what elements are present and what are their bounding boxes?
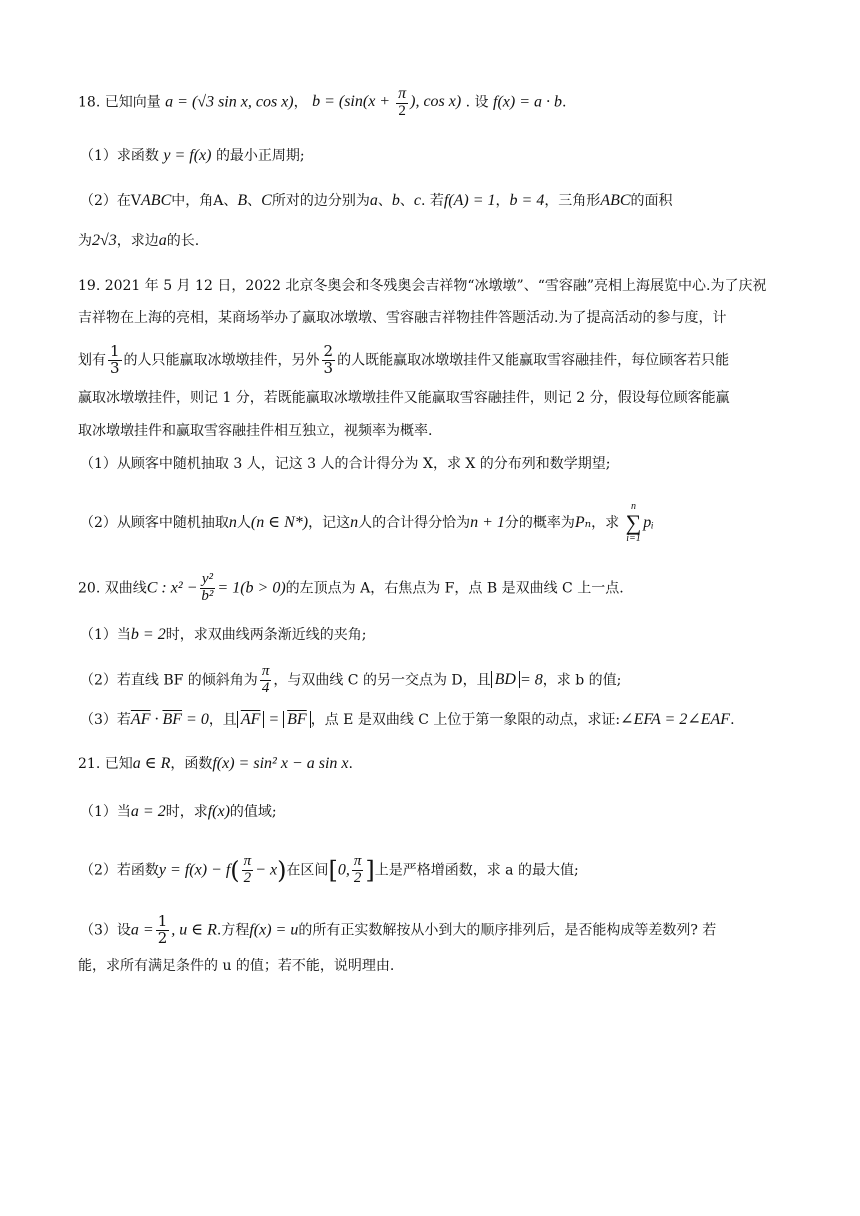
- q18-part2-line2: [78, 229, 782, 253]
- q21-p3-frac-num: 1: [157, 912, 168, 930]
- q18-p2-p: b = 4: [509, 192, 545, 209]
- q20-stem-c1: C : x² −: [146, 579, 198, 597]
- q18-p2-i: 、: [377, 193, 392, 209]
- q20-vector-af: $\overline{AF}$: [130, 711, 151, 728]
- q18-p2-o: ，: [495, 193, 510, 209]
- q21-part2: （2）若函数y = f(x) − f( $\frac{\pi}{2}$ − x)在区间[0, $\frac{\pi}{2}$ ]上是严格增函数，求 a 的最大值;: [80, 853, 579, 886]
- q18-vector-b-left: b = (sin(x +: [312, 93, 395, 111]
- q20-abs-bf: $\overline{BF}$: [283, 711, 311, 728]
- q20-stem: [78, 572, 782, 605]
- q20-frac-num: y²: [201, 571, 213, 587]
- q19-p2-k: ，求: [591, 515, 620, 531]
- q18-stem: 18. 已知向量 a = (√3 sin x, cos x)， b = (sin(x + $\frac{\pi}{2}$ ), cos x) . 设 f(x) = a · b.: [78, 85, 567, 119]
- q21-p3-a: （3）设: [80, 922, 131, 939]
- q19-p2-g: 人的合计得分恰为: [358, 515, 471, 531]
- q18-stem-mid: . 设: [465, 94, 489, 111]
- q18-p2-q: ，三角形: [544, 193, 601, 209]
- q18-part1: [80, 144, 782, 168]
- q21-p1-d: f(x): [207, 803, 230, 820]
- q19-line2: 吉祥物在上海的亮相，某商场举办了赢取冰墩墩、雪容融吉祥物挂件答题活动.为了提高活动的参与度，计: [78, 310, 727, 326]
- q20-part1: [80, 623, 782, 647]
- q18-p2-g: 所对的边分别为: [271, 193, 370, 209]
- q19-l3-c: 的人既能赢取冰墩墩挂件又能赢取雪容融挂件，每位顾客若只能: [337, 352, 730, 369]
- q19-p2-f: n: [350, 514, 359, 531]
- q21-stem-a: 21. 已知: [78, 756, 133, 772]
- q19-p2-e: ，记这: [308, 515, 351, 531]
- q18-p2-m: . 若: [420, 193, 444, 209]
- q20-p2-a: （2）若直线 BF 的倾斜角为: [80, 672, 258, 689]
- q21-p3-d: .方程: [216, 922, 250, 939]
- q20-part3: [80, 708, 782, 732]
- q21-p2-c: − x: [255, 861, 278, 879]
- q20-p2-abs-bd: BD: [491, 671, 520, 688]
- q18-p2l2-e: 的长.: [166, 233, 200, 249]
- q19-line4: 赢取冰墩墩挂件，则记 1 分，若既能赢取冰墩墩挂件又能赢取雪容融挂件，则记 2 分，假设每位顾客能赢: [78, 390, 730, 406]
- q20-p2-e: ，求 b 的值;: [542, 672, 622, 689]
- q20-p2-frac-den: 4: [261, 679, 270, 696]
- q21-part3: [80, 914, 782, 947]
- q19-p2-j: Pₙ: [574, 514, 592, 531]
- q18-p2-c: 中，角A、: [171, 193, 238, 209]
- q19-part1: （1）从顾客中随机抽取 3 人，记这 3 人的合计得分为 X，求 X 的分布列和数学期望;: [80, 456, 611, 472]
- q19-sum-lower: i=1: [626, 533, 641, 544]
- sigma-symbol: ∑: [625, 510, 642, 535]
- q21-p2-frac2-den: 2: [353, 869, 362, 886]
- q19-p2-a: （2）从顾客中随机抽取: [80, 515, 229, 531]
- q19-frac1-num: 1: [110, 342, 120, 360]
- q20-p3-eq: =: [264, 711, 284, 728]
- q18-part2-line1: [80, 189, 782, 213]
- q18-part1-pre: （1）求函数: [80, 148, 159, 164]
- q19-l3-b: 的人只能赢取冰墩墩挂件，另外: [123, 352, 320, 369]
- q18-p2-s: 的面积: [630, 193, 673, 209]
- q21-p2-frac-den: 2: [243, 869, 252, 886]
- q21-p2-frac2-num: π: [353, 853, 362, 869]
- q19-line1: 19. 2021 年 5 月 12 日，2022 北京冬奥会和冬残奥会吉祥物“冰墩墩”、“雪容融”亮相上海展览中心.为了庆祝: [78, 278, 767, 294]
- q21-part1: [80, 800, 782, 824]
- q20-p3-j: ，点 E 是双曲线 C 上位于第一象限的动点，求证:: [310, 712, 621, 728]
- q19-part2: [80, 502, 782, 544]
- q21-p2-frac-num: π: [243, 853, 252, 869]
- q18-p2-e: 、: [247, 193, 262, 209]
- q20-p2-frac-num: π: [261, 663, 270, 679]
- q19-p2-d: (n ∈ N*): [250, 514, 309, 531]
- q21-p3-frac-den: 2: [157, 928, 168, 947]
- q18-part1-post: 的最小正周期;: [215, 148, 305, 164]
- q18-p2-d: B: [237, 192, 248, 209]
- q18-vector-a: a = (√3 sin x, cos x): [165, 93, 294, 111]
- q20-p2-d: = 8: [519, 671, 543, 689]
- q21-p3-c: , u ∈ R: [171, 921, 217, 939]
- q21-p2-d: 在区间: [286, 862, 329, 879]
- q18-p2-f: C: [261, 192, 272, 209]
- q20-vector-bf: $\overline{BF}$: [162, 711, 183, 728]
- q18-p2-l: c: [413, 192, 421, 209]
- q19-p2-c: 人: [236, 515, 251, 531]
- q19-p2-l: pᵢ: [643, 514, 654, 531]
- q21-p1-c: 时，求: [165, 804, 208, 820]
- q20-abs-af: $\overline{AF}$: [237, 711, 265, 728]
- q21-p1-e: 的值域;: [229, 804, 277, 820]
- q21-p2-e: 0,: [337, 861, 350, 879]
- q21-p3-e: f(x) = u: [249, 921, 299, 939]
- q21-p2-b: y = f(x) − f: [158, 861, 231, 879]
- q18-fx-def: f(x) = a · b: [493, 93, 563, 111]
- q18-pi: π: [398, 85, 407, 102]
- q20-p3-f: ，且: [208, 712, 237, 728]
- q20-p3-e: = 0: [182, 711, 209, 728]
- q20-p1-c: 时，求双曲线两条渐近线的夹角;: [165, 627, 367, 643]
- q18-p2-r: ABC: [600, 192, 631, 209]
- q21-p1-b: a = 2: [130, 803, 166, 820]
- q18-stem-text: 18. 已知向量: [78, 94, 161, 111]
- q21-stem-d: f(x) = sin² x − a sin x: [212, 755, 349, 772]
- q20-p1-a: （1）当: [80, 627, 131, 643]
- q20-stem-c2: = 1(b > 0): [217, 579, 286, 597]
- q19-p2-b: n: [228, 514, 237, 531]
- q21-stem-b: a ∈ R: [132, 755, 171, 772]
- q18-p2-h: a: [369, 192, 378, 209]
- q18-p2l2-b: 2√3: [92, 232, 117, 249]
- q20-p3-a: （3）若: [80, 712, 131, 728]
- q21-p2-a: （2）若函数: [80, 862, 159, 879]
- q18-p2l2-c: ，求边: [116, 233, 159, 249]
- q20-p1-b: b = 2: [130, 626, 166, 643]
- q18-vector-b: [312, 85, 462, 119]
- q19-sum-upper: n: [630, 501, 636, 512]
- q21-part3-line2: 能，求所有满足条件的 u 的值；若不能，说明理由.: [78, 958, 395, 974]
- q19-p2-i: 分的概率为: [504, 515, 575, 531]
- q18-p2-n: f(A) = 1: [443, 192, 496, 209]
- q18-p2-j: b: [391, 192, 400, 209]
- q20-p3-k: ∠EFA = 2∠EAF: [620, 711, 731, 728]
- q21-stem: [78, 752, 782, 776]
- q20-stem-a: 20. 双曲线: [78, 580, 147, 597]
- q21-p2-f: 上是严格增函数，求 a 的最大值;: [374, 862, 579, 879]
- q18-p2-b: ABC: [141, 192, 172, 209]
- q21-p1-a: （1）当: [80, 804, 131, 820]
- q18-two: 2: [398, 102, 406, 119]
- q19-line5: 取冰墩墩挂件和赢取雪容融挂件相互独立，视频率为概率.: [78, 423, 433, 439]
- q21-p3-f: 的所有正实数解按从小到大的顺序排列后，是否能构成等差数列? 若: [298, 922, 717, 939]
- q18-p2-a: （2）在V: [80, 193, 142, 209]
- q18-p2l2-a: 为: [78, 233, 92, 249]
- q20-p3-dot: ·: [150, 711, 163, 728]
- q19-frac1-den: 3: [110, 358, 120, 377]
- q19-line3: [78, 344, 782, 377]
- q19-p2-h: n + 1: [470, 514, 505, 531]
- q20-frac-den: b²: [201, 587, 214, 604]
- q20-p3-l: .: [730, 712, 735, 728]
- q21-stem-e: .: [348, 756, 353, 772]
- q21-stem-c: ，函数: [170, 756, 213, 772]
- q19-l3-a: 划有: [78, 352, 106, 369]
- q20-p2-b: ，与双曲线 C 的另一交点为 D，且: [273, 672, 491, 689]
- q19-frac2-num: 2: [323, 342, 334, 360]
- q18-p2l2-d: a: [158, 232, 167, 249]
- q18-p2-k: 、: [399, 193, 414, 209]
- q20-part2: [80, 664, 782, 697]
- q18-part1-expr: y = f(x): [163, 147, 212, 164]
- q19-frac2-den: 3: [323, 358, 334, 377]
- q18-vector-b-right: ), cos x): [410, 93, 462, 111]
- q21-p3-b: a =: [130, 921, 154, 939]
- q20-stem-b: 的左顶点为 A，右焦点为 F，点 B 是双曲线 C 上一点.: [285, 580, 624, 597]
